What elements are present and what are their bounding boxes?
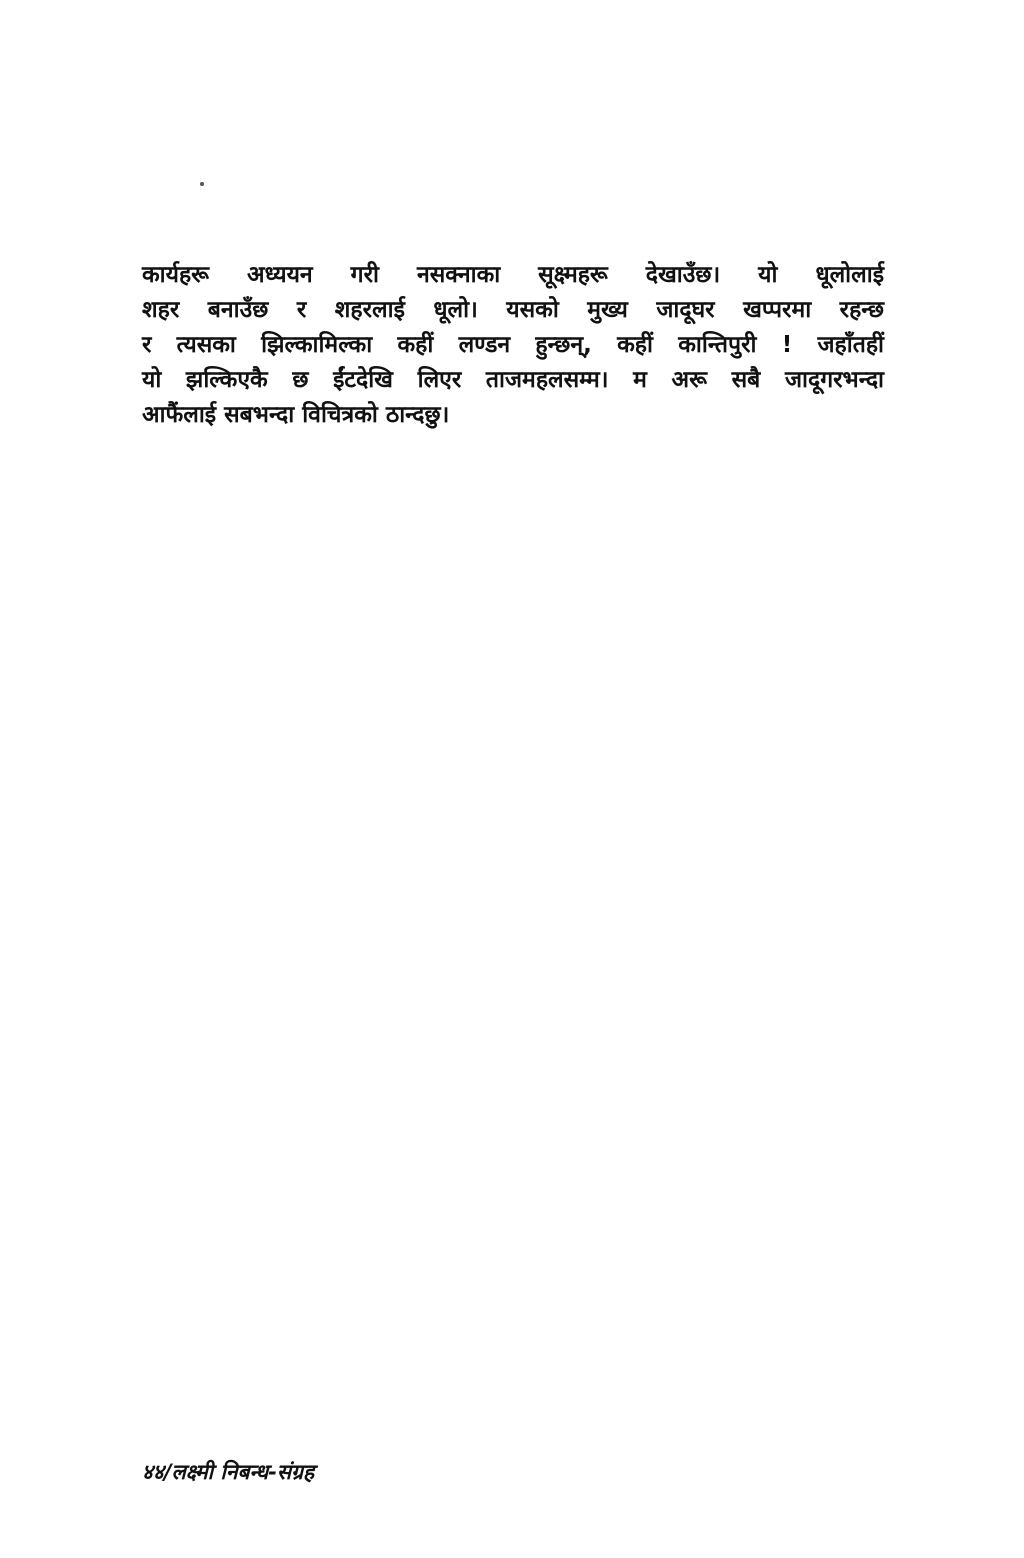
- page-footer: ४४/लक्ष्मी निबन्ध-संग्रह: [142, 1460, 315, 1484]
- paragraph-line-5: आफैंलाई सबभन्दा विचित्रको ठान्दछु।: [142, 402, 450, 428]
- paragraph-line-3: र त्यसका झिल्कामिल्का कहीं लण्डन हुन्छन्, कहीं कान्तिपुरी ! जहाँतहीं: [142, 332, 884, 358]
- paragraph-line-1: कार्यहरू अध्ययन गरी नसक्नाका सूक्ष्महरू देखाउँछ। यो धूलोलाई: [142, 262, 884, 288]
- print-speck: [200, 182, 204, 186]
- paragraph-line-4: यो झल्किएकै छ ईंटदेखि लिएर ताजमहलसम्म। म अरू सबै जादूगरभन्दा: [142, 367, 884, 393]
- paragraph-line-2: शहर बनाउँछ र शहरलाई धूलो। यसको मुख्य जादूघर खप्परमा रहन्छ: [142, 297, 884, 323]
- body-paragraph: [142, 258, 884, 433]
